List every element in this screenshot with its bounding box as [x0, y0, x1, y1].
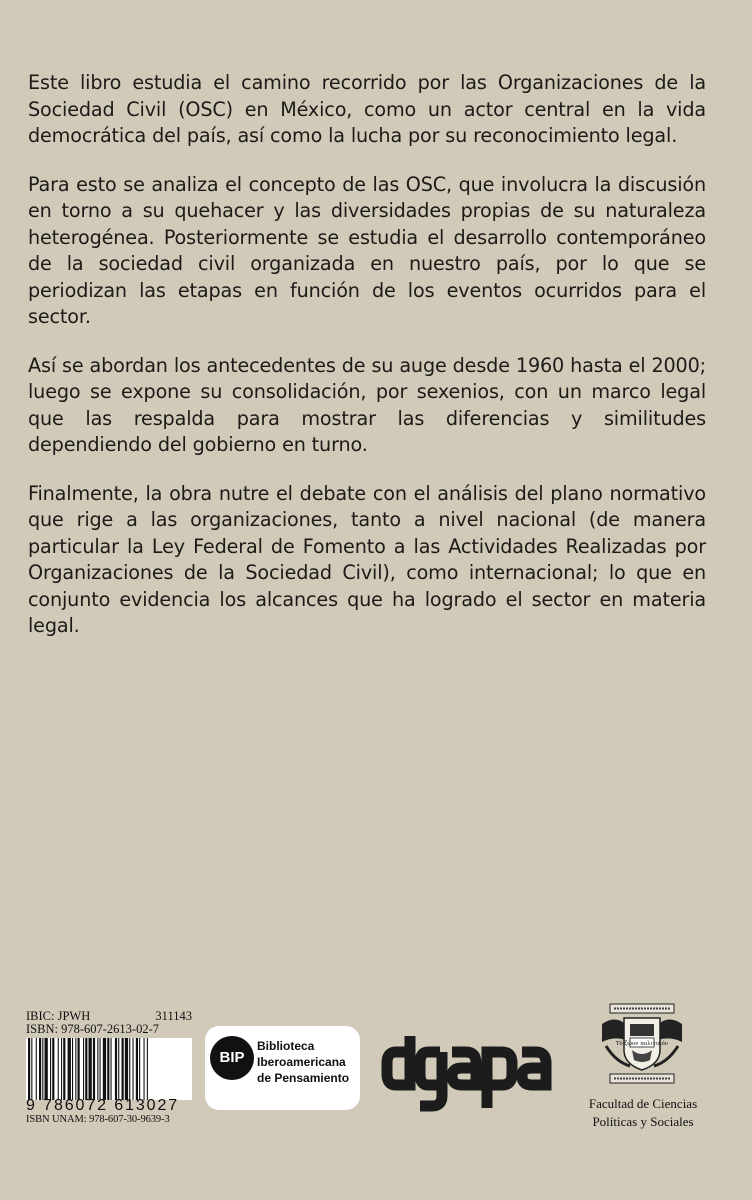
isbn-unam: ISBN UNAM: 978-607-30-9639-3: [26, 1114, 170, 1125]
bip-line-3: de Pensamiento: [257, 1071, 350, 1085]
faculty-line-1: Facultad de Ciencias: [588, 1096, 698, 1111]
barcode-bars: [26, 1038, 192, 1100]
synopsis-paragraph-2: Para esto se analiza el concepto de las OSC, que involucra la discusión en torno a su quehacer y las diversidades propias de su naturaleza heterogénea. Posteriormente se estudia el desarrollo contemporáneo de la sociedad civil organizada en nuestro país, por lo que se periodizan las etapas en función de los eventos ocurridos para el sector.: [28, 172, 706, 328]
synopsis-paragraph-4: Finalmente, la obra nutre el debate con el análisis del plano normativo que rige a las organizaciones, tanto a nivel nacional (de manera particular la Ley Federal de Fomento a las Actividades Realizadas por Organizaciones de la Sociedad Civil), como internacional; lo que en conjunto evidencia los alcances que ha logrado el sector en materia legal.: [28, 481, 706, 637]
product-code: 311143: [155, 1009, 192, 1023]
bip-logo: [205, 1026, 360, 1110]
bip-line-1: Biblioteca: [257, 1039, 315, 1053]
isbn-barcode: [26, 1010, 192, 1130]
unam-crest-icon: [596, 1002, 688, 1090]
synopsis-paragraph-3: Así se abordan los antecedentes de su auge desde 1960 hasta el 2000; luego se expone su consolidación, por sexenios, con un marco legal que las respalda para mostrar las diferencias y similitudes dependiendo del gobierno en turno.: [28, 353, 706, 456]
bip-circle-icon: BIP: [210, 1036, 254, 1080]
faculty-name: [570, 1095, 716, 1131]
ibic-code: IBIC: JPWH: [26, 1009, 91, 1023]
dgapa-logo: [380, 1030, 574, 1112]
synopsis: [28, 70, 706, 662]
barcode-digits: 9 786072 613027: [26, 1097, 180, 1114]
bip-name: [257, 1038, 349, 1086]
isbn-label: ISBN: 978-607-2613-02-7: [26, 1022, 159, 1036]
bip-line-2: Iberoamericana: [257, 1055, 346, 1069]
svg-text:Tò ζῶον πολιτικόν: Tò ζῶον πολιτικόν: [615, 1041, 669, 1047]
synopsis-paragraph-1: Este libro estudia el camino recorrido por las Organizaciones de la Sociedad Civil (OSC) en México, como un actor central en la vida democrática del país, así como la lucha por su reconocimiento legal.: [28, 71, 706, 147]
faculty-line-2: Políticas y Sociales: [592, 1114, 694, 1129]
